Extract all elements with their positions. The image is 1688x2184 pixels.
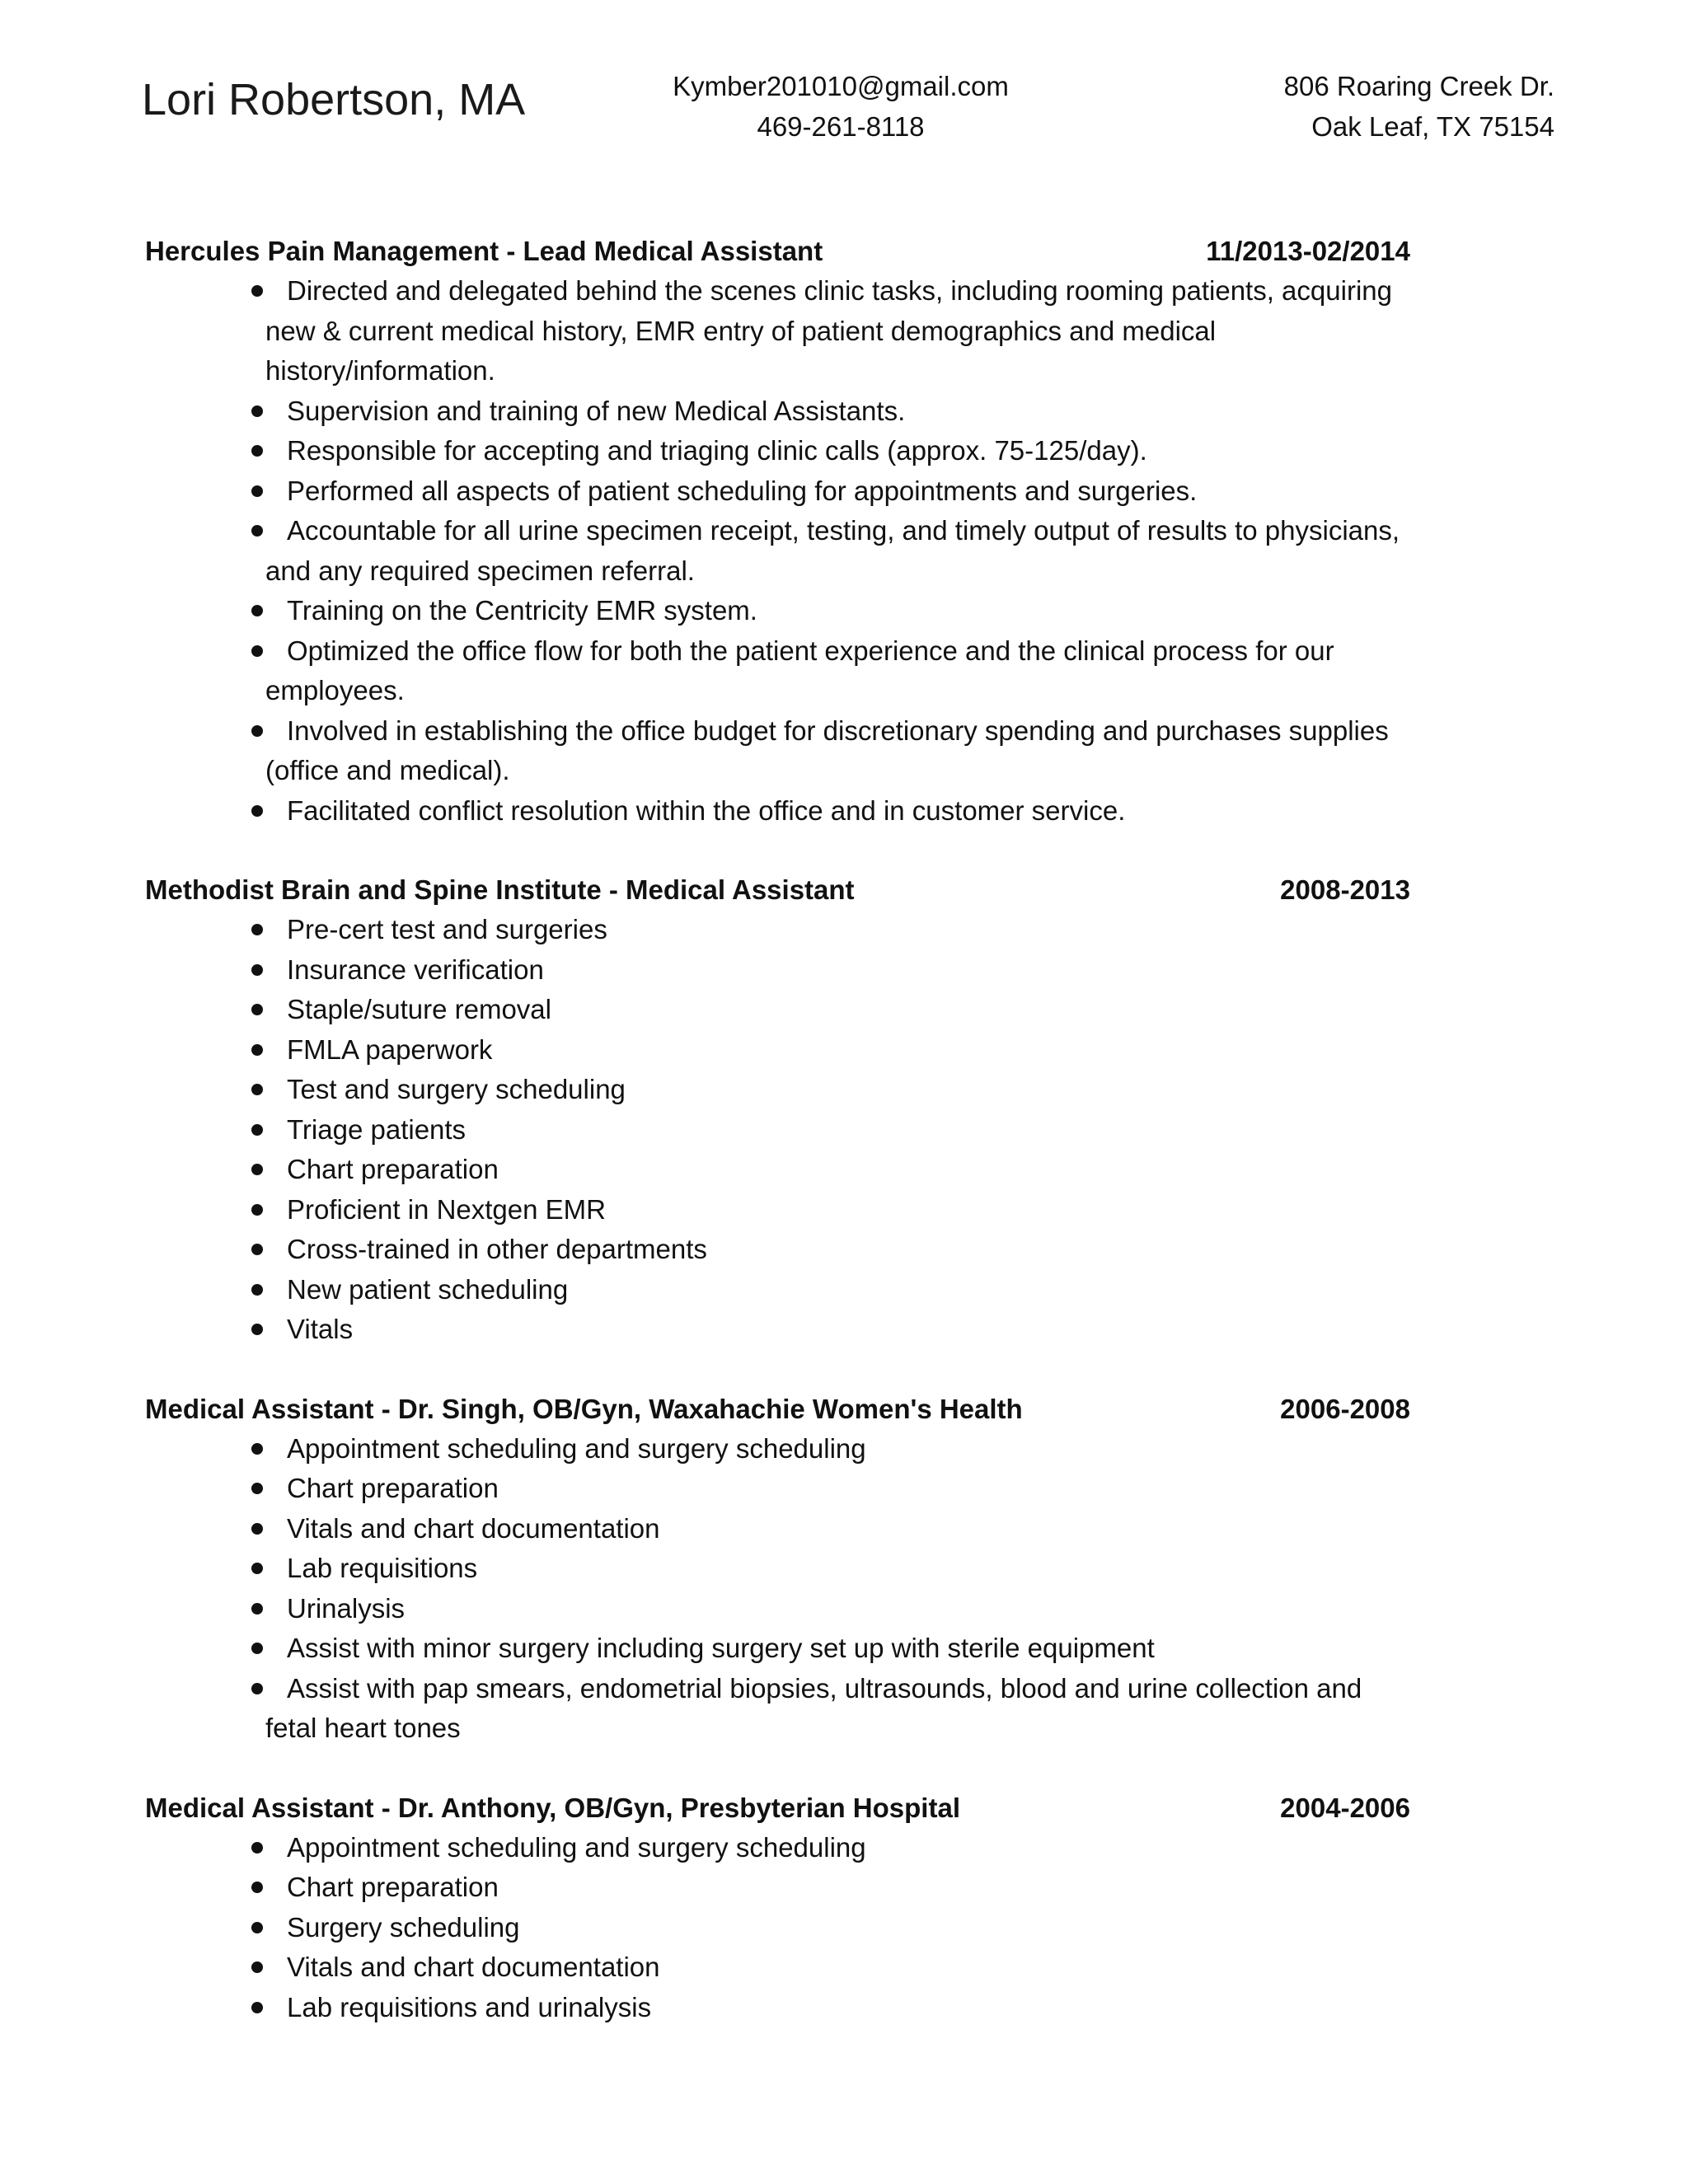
duty-text: Involved in establishing the office budget for discretionary spending and purchases supplies (office and medical). (265, 715, 1389, 785)
bullet-icon (251, 1084, 263, 1095)
job-entry (0, 1390, 1688, 1749)
duty-text: Assist with minor surgery including surgery set up with sterile equipment (287, 1633, 1155, 1663)
duty-list-item (287, 1230, 1416, 1270)
bullet-icon (251, 1044, 263, 1056)
duty-list-item (287, 1988, 1416, 2028)
duty-text: Supervision and training of new Medical Assistants. (287, 395, 906, 426)
bullet-icon (251, 525, 263, 537)
duty-text: Performed all aspects of patient scheduling for appointments and surgeries. (287, 475, 1198, 506)
experience-section (0, 232, 1688, 2067)
bullet-icon (251, 1284, 263, 1296)
bullet-icon (251, 805, 263, 817)
duty-text: New patient scheduling (287, 1273, 569, 1305)
job-title: Methodist Brain and Spine Institute - Medical Assistant (145, 874, 855, 905)
bullet-icon (251, 285, 263, 297)
phone-text: 469-261-8118 (757, 111, 925, 142)
duty-text: Optimized the office flow for both the patient experience and the clinical process for our employees. (265, 635, 1334, 705)
duty-text: Directed and delegated behind the scenes clinic tasks, including rooming patients, acquiring new & current medical history, EMR entry of patient demographics and medical history/information. (265, 275, 1392, 386)
duty-list-item (287, 391, 1416, 432)
job-dates: 2006-2008 (1280, 1393, 1410, 1424)
job-title: Medical Assistant - Dr. Anthony, OB/Gyn, Presbyterian Hospital (145, 1792, 960, 1823)
bullet-icon (251, 1004, 263, 1015)
address-line-1: 806 Roaring Creek Dr. (1283, 71, 1554, 101)
duty-list-item (287, 990, 1416, 1030)
bullet-icon (251, 445, 263, 457)
duty-text: Assist with pap smears, endometrial biopsies, ultrasounds, blood and urine collection and fetal heart tones (265, 1672, 1362, 1743)
duty-list-item (265, 511, 1416, 591)
bullet-icon (251, 1603, 263, 1615)
duty-list-item (287, 1070, 1416, 1110)
duty-text: Lab requisitions (287, 1553, 478, 1583)
address-block (1284, 66, 1554, 147)
bullet-icon (251, 1244, 263, 1255)
duty-list-item (287, 1429, 1416, 1469)
bullet-icon (251, 1961, 263, 1973)
job-header (0, 1390, 1688, 1429)
duty-text: Chart preparation (287, 1473, 499, 1503)
email-text: Kymber201010@gmail.com (673, 71, 1009, 101)
bullet-icon (251, 1443, 263, 1455)
duty-list-item (287, 1030, 1416, 1071)
duty-text: Responsible for accepting and triaging clinic calls (approx. 75-125/day). (287, 435, 1147, 466)
bullet-icon (251, 1922, 263, 1933)
contact-info (626, 66, 1055, 147)
duty-list-item (287, 791, 1416, 832)
bullet-icon (251, 964, 263, 976)
job-title: Medical Assistant - Dr. Singh, OB/Gyn, Waxahachie Women's Health (145, 1393, 1023, 1424)
job-duties-list (0, 1429, 1688, 1749)
bullet-icon (251, 1483, 263, 1494)
job-duties-list (0, 1828, 1688, 2028)
duty-text: Appointment scheduling and surgery scheduling (287, 1432, 866, 1464)
duty-text: Surgery scheduling (287, 1911, 520, 1943)
duty-list-item (287, 1589, 1416, 1629)
duty-text: Proficient in Nextgen EMR (287, 1193, 606, 1225)
job-duties-list (0, 910, 1688, 1350)
address-line-2: Oak Leaf, TX 75154 (1311, 111, 1554, 142)
job-title: Hercules Pain Management - Lead Medical Assistant (145, 236, 823, 266)
job-dates: 11/2013-02/2014 (1206, 236, 1410, 266)
bullet-icon (251, 1643, 263, 1654)
duty-text: Insurance verification (287, 954, 544, 985)
bullet-icon (251, 1842, 263, 1854)
duty-list-item (287, 1947, 1416, 1988)
job-dates: 2004-2006 (1280, 1792, 1410, 1823)
duty-text: Test and surgery scheduling (287, 1074, 626, 1104)
duty-text: Vitals and chart documentation (287, 1512, 660, 1544)
duty-list-item (287, 950, 1416, 991)
bullet-icon (251, 1164, 263, 1175)
duty-text: Facilitated conflict resolution within the office and in customer service. (287, 794, 1126, 826)
duty-text: Cross-trained in other departments (287, 1234, 707, 1264)
duty-text: Training on the Centricity EMR system. (287, 595, 757, 626)
bullet-icon (251, 485, 263, 497)
bullet-icon (251, 405, 263, 417)
duty-text: Chart preparation (287, 1872, 499, 1902)
job-dates: 2008-2013 (1280, 874, 1410, 905)
duty-text: Vitals (287, 1314, 354, 1344)
bullet-icon (251, 725, 263, 737)
bullet-icon (251, 1523, 263, 1535)
bullet-icon (251, 1324, 263, 1335)
job-duties-list (0, 271, 1688, 831)
candidate-name: Lori Robertson, MA (142, 75, 526, 124)
duty-list-item (265, 1669, 1416, 1749)
duty-text: Urinalysis (287, 1592, 406, 1624)
duty-list-item (287, 1908, 1416, 1948)
bullet-icon (251, 1204, 263, 1216)
duty-text: Pre-cert test and surgeries (287, 914, 607, 944)
job-header (0, 870, 1688, 910)
duty-list-item (287, 910, 1416, 950)
duty-list-item (265, 711, 1416, 791)
duty-text: Triage patients (287, 1113, 467, 1145)
duty-list-item (287, 1828, 1416, 1868)
bullet-icon (251, 645, 263, 657)
job-header (0, 1788, 1688, 1828)
duty-text: Chart preparation (287, 1154, 499, 1184)
bullet-icon (251, 1882, 263, 1893)
duty-list-item (287, 1509, 1416, 1549)
job-entry (0, 870, 1688, 1350)
duty-list-item (287, 431, 1416, 471)
duty-text: Lab requisitions and urinalysis (287, 1991, 652, 2022)
bullet-icon (251, 1683, 263, 1694)
duty-list-item (287, 1150, 1416, 1190)
bullet-icon (251, 1563, 263, 1574)
duty-list-item (265, 271, 1416, 391)
job-entry (0, 1788, 1688, 2028)
duty-text: Staple/suture removal (287, 994, 551, 1024)
bullet-icon (251, 924, 263, 935)
duty-text: Appointment scheduling and surgery scheduling (287, 1831, 866, 1863)
duty-list-item (287, 1270, 1416, 1310)
duty-list-item (287, 1868, 1416, 1908)
duty-list-item (287, 471, 1416, 512)
duty-list-item (287, 1190, 1416, 1230)
bullet-icon (251, 2002, 263, 2013)
duty-text: Vitals and chart documentation (287, 1952, 660, 1982)
duty-list-item (287, 1469, 1416, 1509)
duty-list-item (287, 1549, 1416, 1589)
duty-list-item (287, 591, 1416, 631)
duty-list-item (287, 1629, 1416, 1669)
job-entry (0, 232, 1688, 831)
duty-list-item (265, 631, 1416, 711)
duty-text: FMLA paperwork (287, 1033, 493, 1065)
duty-list-item (287, 1110, 1416, 1151)
bullet-icon (251, 605, 263, 616)
bullet-icon (251, 1124, 263, 1136)
job-header (0, 232, 1688, 271)
duty-list-item (287, 1310, 1416, 1350)
duty-text: Accountable for all urine specimen receipt, testing, and timely output of results to physicians, and any required specimen referral. (265, 515, 1400, 586)
